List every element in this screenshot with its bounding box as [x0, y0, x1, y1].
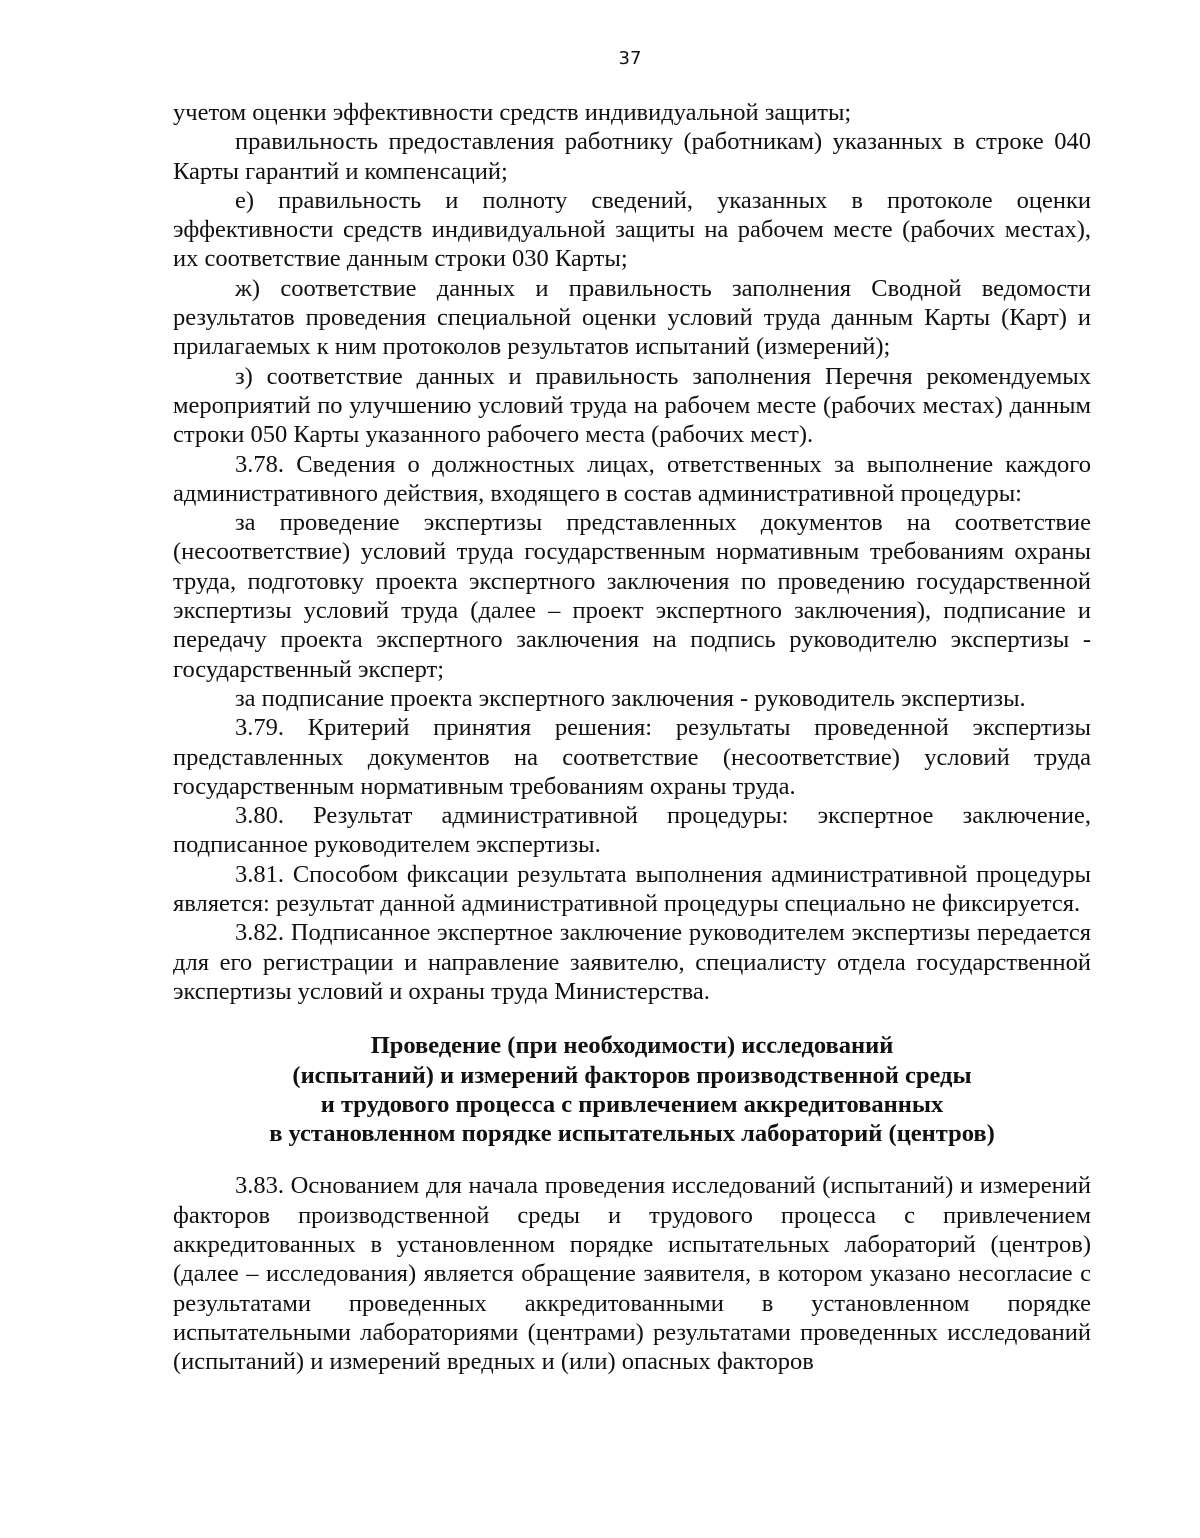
paragraph: 3.81. Способом фиксации результата выполнения административной процедуры является: результат данной административной процедуры специально не фиксируется.: [173, 860, 1091, 918]
paragraph: е) правильность и полноту сведений, указанных в протоколе оценки эффективности средств индивидуальной защиты на рабочем месте (рабочих местах), их соответствие данным строки 030 Карты;: [173, 186, 1091, 273]
paragraph: 3.78. Сведения о должностных лицах, ответственных за выполнение каждого административного действия, входящего в состав административной процедуры:: [173, 450, 1091, 507]
paragraph: учетом оценки эффективности средств индивидуальной защиты;: [173, 99, 852, 126]
paragraph: за подписание проекта экспертного заключения - руководитель экспертизы.: [235, 684, 1026, 712]
section-heading: [173, 1031, 1091, 1148]
paragraph: 3.82. Подписанное экспертное заключение руководителем экспертизы передается для его регистрации и направление заявителю, специалисту отдела государственной экспертизы условий и охраны труда Министерства.: [173, 919, 1091, 1005]
paragraph: 3.83. Основанием для начала проведения исследований (испытаний) и измерений факторов производственной среды и трудового процесса с привлечением аккредитованных в установленном порядке испытательных лабораторий (центров) (далее – исследования) является обращение заявителя, в котором указано несогласие с результатами проведенных аккредитованными в установленном порядке испытательными лабораториями (центрами) результатами проведенных исследований (испытаний) и измерений вредных и (или) опасных факторов: [173, 1172, 1091, 1376]
paragraph: 3.79. Критерий принятия решения: результаты проведенной экспертизы представленных документов на соответствие (несоответствие) условий труда государственным нормативным требованиям охраны труда.: [173, 714, 1091, 800]
heading-line: и трудового процесса с привлечением аккредитованных: [320, 1090, 944, 1118]
page-number: 37: [618, 48, 642, 69]
heading-line: в установленном порядке испытательных лабораторий (центров): [269, 1120, 995, 1148]
heading-line: Проведение (при необходимости) исследований: [370, 1032, 894, 1060]
document-body: [173, 98, 1091, 1376]
paragraph: 3.80. Результат административной процедуры: экспертное заключение, подписанное руководителем экспертизы.: [173, 802, 1091, 859]
paragraph: ж) соответствие данных и правильность заполнения Сводной ведомости результатов проведения специальной оценки условий труда данным Карты (Карт) и прилагаемых к ним протоколов результатов испытаний (измерений);: [173, 274, 1091, 361]
paragraph: правильность предоставления работнику (работникам) указанных в строке 040 Карты гарантий и компенсаций;: [173, 128, 1091, 185]
heading-line: (испытаний) и измерений факторов производственной среды: [292, 1061, 972, 1089]
paragraph: з) соответствие данных и правильность заполнения Перечня рекомендуемых мероприятий по улучшению условий труда на рабочем месте (рабочих местах) данным строки 050 Карты указанного рабочего места (рабочих мест).: [173, 362, 1091, 449]
paragraph: за проведение экспертизы представленных документов на соответствие (несоответствие) условий труда государственным нормативным требованиям охраны труда, подготовку проекта экспертного заключения по проведению государственной экспертизы условий труда (далее – проект экспертного заключения), подписание и передачу проекта экспертного заключения на подпись руководителю экспертизы - государственный эксперт;: [173, 509, 1091, 683]
